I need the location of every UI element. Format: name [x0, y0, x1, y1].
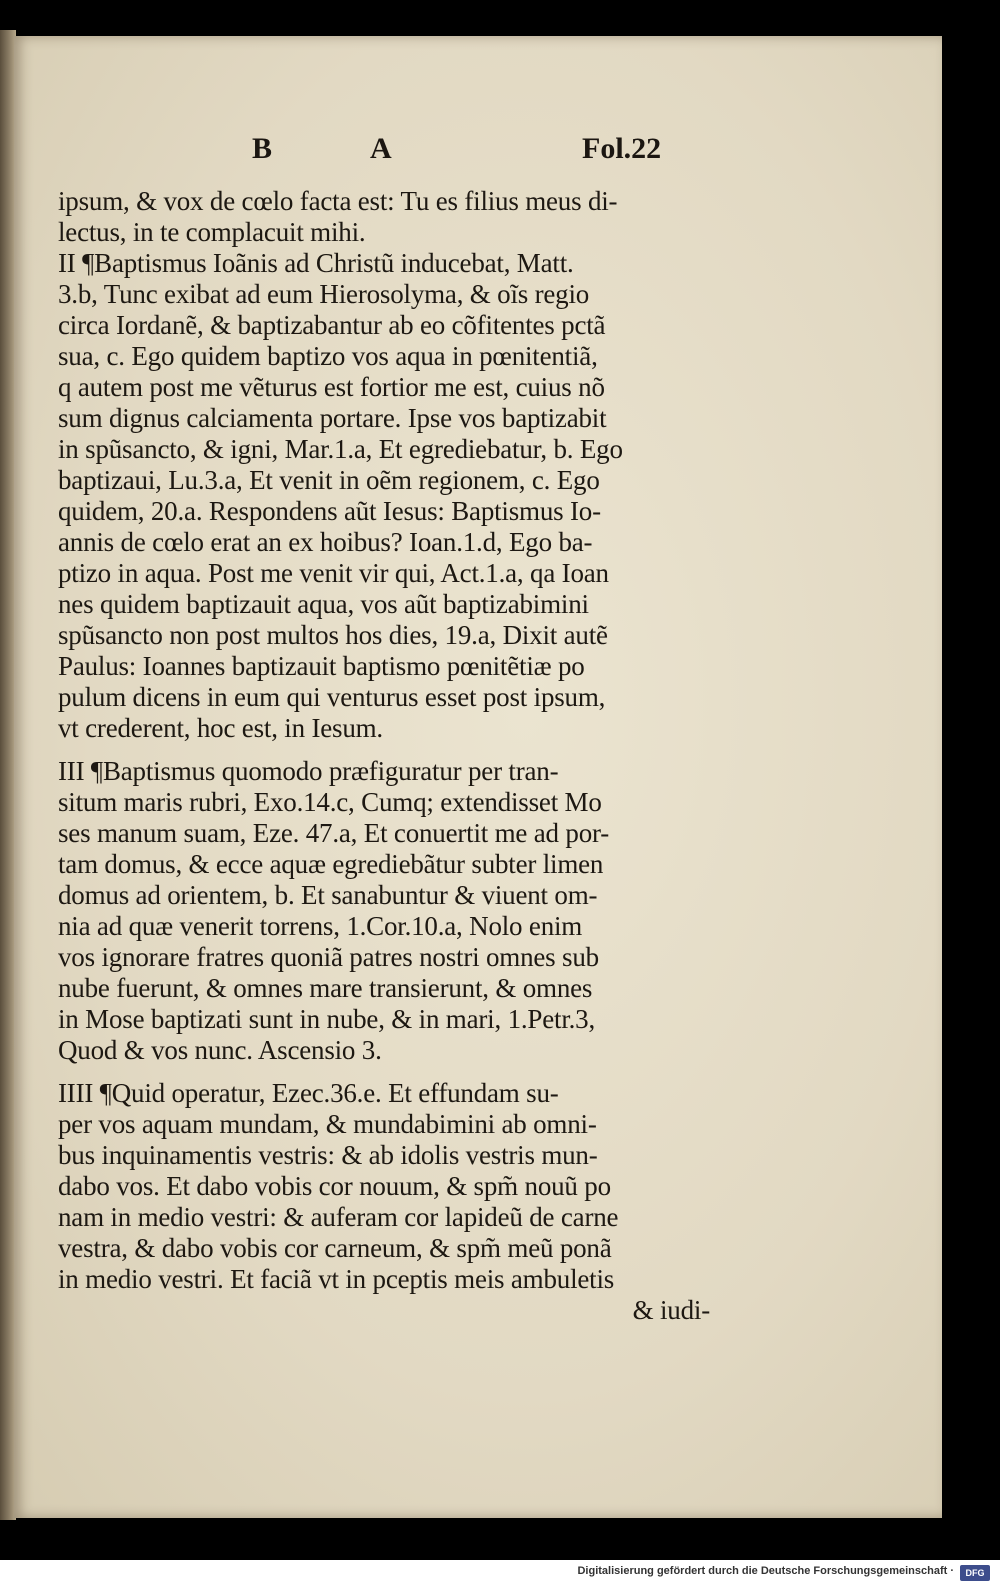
text-line: nam in medio vestri: & auferam cor lapideũ de carne	[58, 1202, 619, 1232]
text-line: ipsum, & vox de cœlo facta est: Tu es filius meus di-	[58, 186, 618, 216]
text-line: sua, c. Ego quidem baptizo vos aqua in pœnitentiã,	[58, 341, 598, 371]
text-line: vestra, & dabo vobis cor carneum, & spm̃ meũ ponã	[58, 1233, 612, 1263]
text-line: baptizaui, Lu.3.a, Et venit in oẽm regionem, c. Ego	[58, 465, 600, 495]
text-line: IIII ¶Quid operatur, Ezec.36.e. Et effundam su-	[58, 1078, 559, 1108]
text-line: vos ignorare fratres quoniã patres nostri omnes sub	[58, 942, 599, 972]
text-line: nia ad quæ venerit torrens, 1.Cor.10.a, Nolo enim	[58, 911, 583, 941]
text-line: q autem post me vẽturus est fortior me est, cuius nõ	[58, 372, 605, 402]
text-line: domus ad orientem, b. Et sanabuntur & viuent om-	[58, 880, 598, 910]
text-line: quidem, 20.a. Respondens aũt Iesus: Baptismus Io-	[58, 496, 601, 526]
text-line: pulum dicens in eum qui venturus esset post ipsum,	[58, 682, 606, 712]
text-line: circa Iordanẽ, & baptizabantur ab eo cõfitentes pctã	[58, 310, 606, 340]
text-line: lectus, in te complacuit mihi.	[58, 217, 366, 247]
text-line: bus inquinamentis vestris: & ab idolis vestris mun-	[58, 1140, 598, 1170]
text-line: nes quidem baptizauit aqua, vos aũt baptizabimini	[58, 589, 589, 619]
body-text	[58, 186, 718, 1326]
text-line: Paulus: Ioannes baptizauit baptismo pœnitẽtiæ po	[58, 651, 585, 681]
text-line: ses manum suam, Eze. 47.a, Et conuertit me ad por-	[58, 818, 610, 848]
signature-mark-right: A	[370, 132, 392, 165]
text-line: annis de cœlo erat an ex hoibus? Ioan.1.d, Ego ba-	[58, 527, 593, 557]
dfg-logo-icon: DFG	[960, 1565, 990, 1581]
page-header	[14, 132, 942, 172]
footer-bar	[0, 1560, 1000, 1588]
text-line: Quod & vos nunc. Ascensio 3.	[58, 1035, 382, 1065]
text-line: tam domus, & ecce aquæ egrediebãtur subter limen	[58, 849, 604, 879]
text-line: spũsancto non post multos hos dies, 19.a, Dixit autẽ	[58, 620, 608, 650]
text-line: 3.b, Tunc exibat ad eum Hierosolyma, & oĩs regio	[58, 279, 590, 309]
text-line: ptizo in aqua. Post me venit vir qui, Act.1.a, qa Ioan	[58, 558, 609, 588]
text-line: II ¶Baptismus Ioãnis ad Christũ inducebat, Matt.	[58, 248, 574, 278]
paragraph-gap	[58, 744, 718, 756]
text-line: in Mose baptizati sunt in nube, & in mari, 1.Petr.3,	[58, 1004, 596, 1034]
text-line: nube fuerunt, & omnes mare transierunt, & omnes	[58, 973, 593, 1003]
folio-number: Fol.22	[582, 132, 662, 165]
text-line: III ¶Baptismus quomodo præfiguratur per tran-	[58, 756, 559, 786]
signature-mark-left: B	[252, 132, 273, 165]
text-line: sum dignus calciamenta portare. Ipse vos baptizabit	[58, 403, 607, 433]
book-page	[14, 36, 942, 1518]
text-line: per vos aquam mundam, & mundabimini ab omni-	[58, 1109, 597, 1139]
text-line: situm maris rubri, Exo.14.c, Cumq; extendisset Mo	[58, 787, 602, 817]
paragraph-gap	[58, 1066, 718, 1078]
text-line: in medio vestri. Et faciã vt in pceptis meis ambuletis	[58, 1264, 615, 1294]
text-line: in spũsancto, & igni, Mar.1.a, Et egrediebatur, b. Ego	[58, 434, 623, 464]
text-line: vt crederent, hoc est, in Iesum.	[58, 713, 383, 743]
funding-credit: Digitalisierung gefördert durch die Deutsche Forschungsgemeinschaft ·	[577, 1565, 954, 1577]
text-line: dabo vos. Et dabo vobis cor nouum, & spm̃ nouũ po	[58, 1171, 611, 1201]
catchword: & iudi-	[632, 1295, 710, 1325]
